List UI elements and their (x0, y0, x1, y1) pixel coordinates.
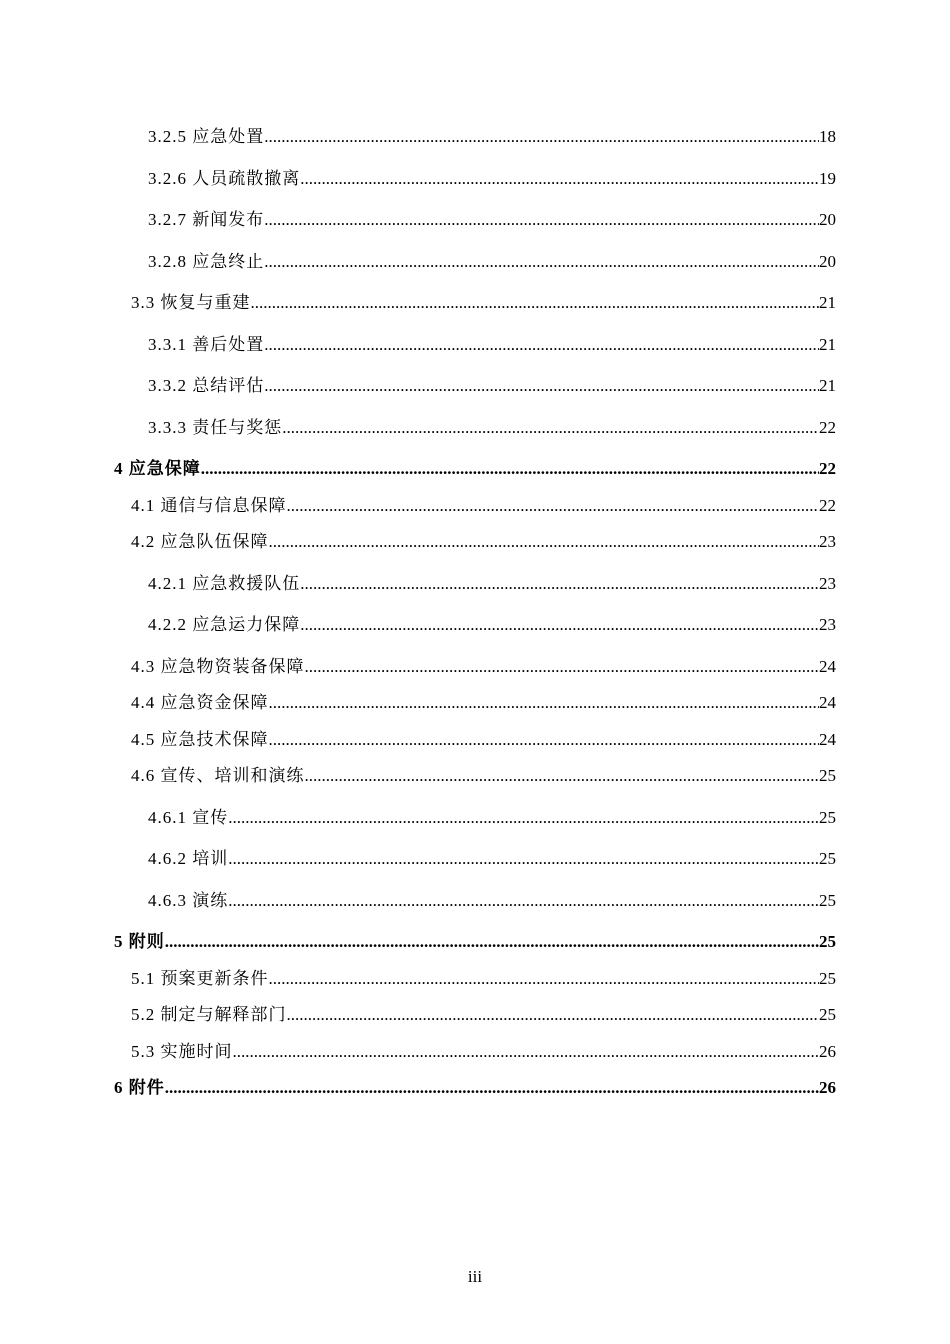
toc-entry-title: 4.2 应急队伍保障 (131, 532, 269, 551)
dot-leader (228, 848, 819, 870)
toc-entry-4-2-2[interactable] (148, 614, 836, 636)
dot-leader (264, 126, 819, 148)
dot-leader (251, 292, 820, 314)
dot-leader (300, 614, 819, 636)
toc-entry-page: 24 (819, 693, 836, 712)
toc-entry-page: 21 (819, 335, 836, 354)
toc-entry-4-6-3[interactable] (148, 890, 836, 912)
toc-entry-4-4[interactable] (131, 692, 836, 714)
toc-entry-page: 18 (819, 127, 836, 146)
toc-entry-3-3[interactable] (131, 292, 836, 314)
toc-entry-page: 19 (819, 169, 836, 188)
toc-entry-page: 25 (819, 808, 836, 827)
toc-entry-page: 25 (819, 849, 836, 868)
toc-entry-4-1[interactable] (131, 495, 836, 517)
toc-entry-page: 22 (819, 459, 836, 478)
dot-leader (264, 209, 819, 231)
dot-leader (269, 729, 820, 751)
toc-entry-page: 25 (819, 969, 836, 988)
toc-entry-3-3-2[interactable] (148, 375, 836, 397)
toc-entry-page: 21 (819, 293, 836, 312)
toc-entry-title: 4.3 应急物资装备保障 (131, 657, 305, 676)
toc-entry-title: 3.2.8 应急终止 (148, 252, 265, 271)
toc-entry-title: 5.2 制定与解释部门 (131, 1005, 287, 1024)
toc-entry-4-2[interactable] (131, 531, 836, 553)
toc-entry-title: 3.2.5 应急处置 (148, 127, 265, 146)
toc-entry-5-3[interactable] (131, 1041, 836, 1063)
toc-entry-page: 23 (819, 574, 836, 593)
toc-entry-page: 21 (819, 376, 836, 395)
toc-entry-6[interactable] (114, 1077, 836, 1099)
toc-entry-page: 26 (819, 1042, 836, 1061)
dot-leader (300, 573, 819, 595)
toc-entry-4-2-1[interactable] (148, 573, 836, 595)
dot-leader (264, 251, 819, 273)
toc-entry-4-5[interactable] (131, 729, 836, 751)
toc-entry-5-1[interactable] (131, 968, 836, 990)
toc-entry-title: 3.3.2 总结评估 (148, 376, 265, 395)
dot-leader (165, 1077, 819, 1099)
toc-entry-3-3-3[interactable] (148, 417, 836, 439)
toc-entry-title: 4.6 宣传、培训和演练 (131, 766, 305, 785)
toc-entry-4-3[interactable] (131, 656, 836, 678)
toc-entry-page: 24 (819, 730, 836, 749)
toc-entry-title: 4.1 通信与信息保障 (131, 496, 287, 515)
dot-leader (228, 890, 819, 912)
toc-entry-title: 4.2.2 应急运力保障 (148, 615, 301, 634)
toc-entry-title: 4.6.1 宣传 (148, 808, 229, 827)
dot-leader (287, 1004, 820, 1026)
toc-entry-page: 22 (819, 418, 836, 437)
toc-entry-5-2[interactable] (131, 1004, 836, 1026)
dot-leader (228, 807, 819, 829)
page-number: iii (467, 1267, 483, 1286)
dot-leader (269, 692, 820, 714)
dot-leader (165, 931, 819, 953)
toc-entry-title: 5.3 实施时间 (131, 1042, 233, 1061)
toc-entry-3-2-6[interactable] (148, 168, 836, 190)
toc-entry-4-6-2[interactable] (148, 848, 836, 870)
toc-entry-title: 4 应急保障 (114, 459, 201, 478)
toc-entry-title: 4.2.1 应急救援队伍 (148, 574, 301, 593)
toc-entry-page: 25 (819, 1005, 836, 1024)
toc-entry-page: 23 (819, 615, 836, 634)
dot-leader (233, 1041, 820, 1063)
toc-entry-3-2-8[interactable] (148, 251, 836, 273)
toc-entry-page: 20 (819, 252, 836, 271)
toc-entry-page: 25 (819, 932, 836, 951)
toc-entry-page: 25 (819, 766, 836, 785)
toc-entry-3-3-1[interactable] (148, 334, 836, 356)
toc-entry-title: 4.6.3 演练 (148, 891, 229, 910)
toc-entry-title: 5.1 预案更新条件 (131, 969, 269, 988)
dot-leader (305, 656, 820, 678)
toc-entry-page: 23 (819, 532, 836, 551)
toc-entry-page: 24 (819, 657, 836, 676)
dot-leader (269, 531, 820, 553)
toc-entry-page: 26 (819, 1078, 836, 1097)
toc-entry-title: 3.3.1 善后处置 (148, 335, 265, 354)
toc-entry-title: 6 附件 (114, 1078, 165, 1097)
toc-entry-3-2-5[interactable] (148, 126, 836, 148)
toc-entry-page: 20 (819, 210, 836, 229)
toc-entry-title: 3.3 恢复与重建 (131, 293, 251, 312)
dot-leader (287, 495, 820, 517)
toc-entry-title: 4.5 应急技术保障 (131, 730, 269, 749)
dot-leader (264, 334, 819, 356)
toc-entry-5[interactable] (114, 931, 836, 953)
toc-entry-4[interactable] (114, 458, 836, 480)
toc-entry-4-6-1[interactable] (148, 807, 836, 829)
dot-leader (282, 417, 819, 439)
toc-entry-3-2-7[interactable] (148, 209, 836, 231)
toc-entry-title: 3.2.7 新闻发布 (148, 210, 265, 229)
dot-leader (300, 168, 819, 190)
toc-entry-title: 4.4 应急资金保障 (131, 693, 269, 712)
toc-entry-title: 3.3.3 责任与奖惩 (148, 418, 283, 437)
dot-leader (305, 765, 820, 787)
toc-entry-page: 22 (819, 496, 836, 515)
toc-entry-title: 3.2.6 人员疏散撤离 (148, 169, 301, 188)
toc-entry-page: 25 (819, 891, 836, 910)
toc-entry-title: 5 附则 (114, 932, 165, 951)
dot-leader (201, 458, 819, 480)
toc-entry-4-6[interactable] (131, 765, 836, 787)
dot-leader (264, 375, 819, 397)
dot-leader (269, 968, 820, 990)
toc-entry-title: 4.6.2 培训 (148, 849, 229, 868)
